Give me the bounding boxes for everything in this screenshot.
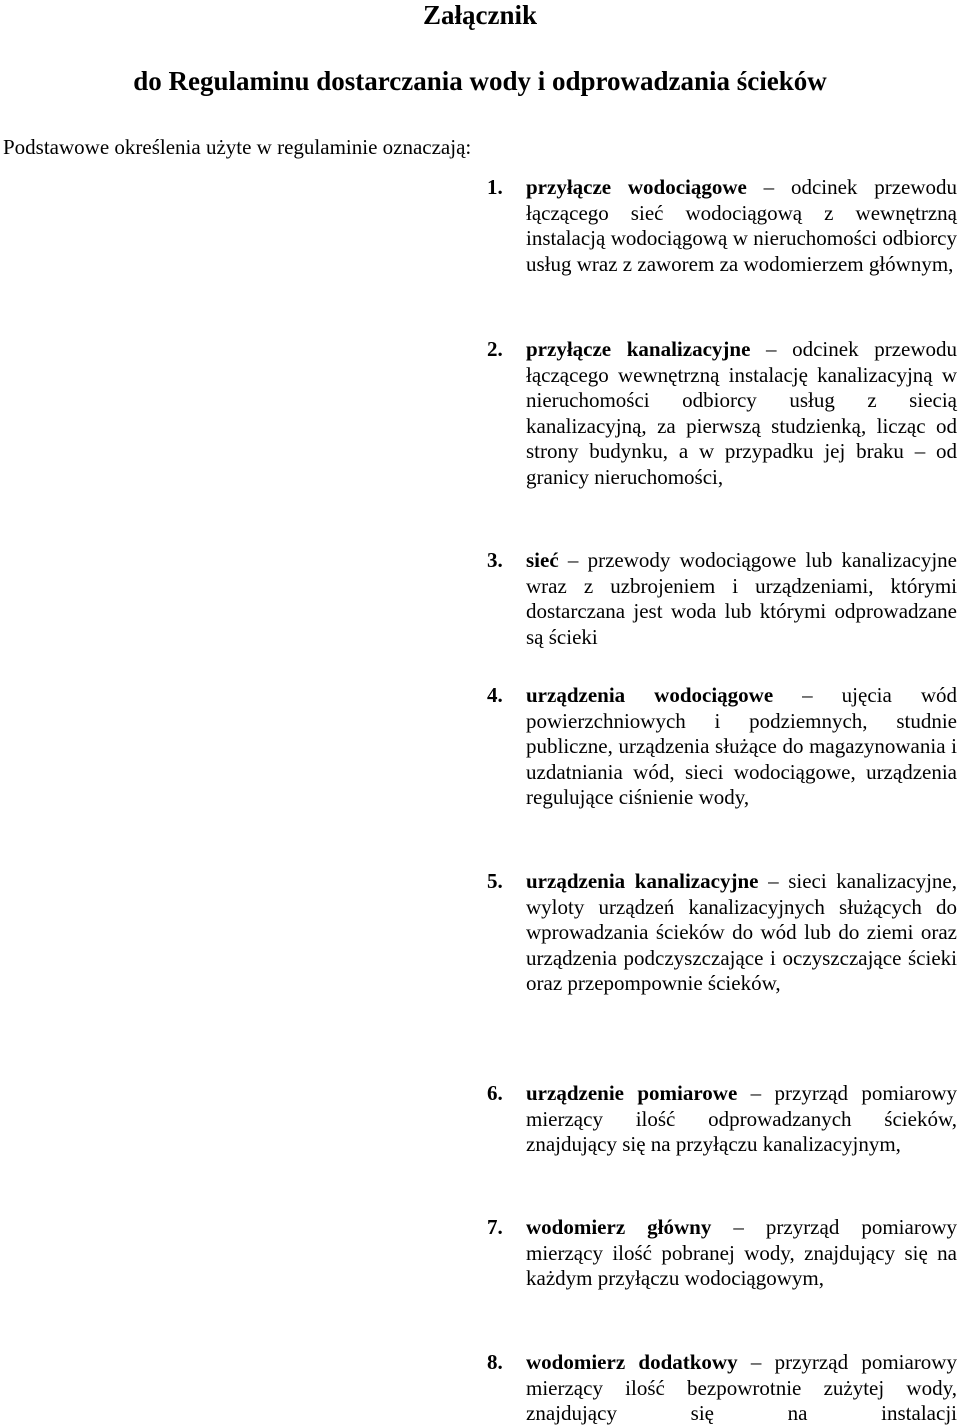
definition-item [487, 869, 957, 997]
definition-number: 2. [487, 337, 503, 361]
definition-text: – ujęcia wód powierzchniowych i podziemnych, studnie publiczne, urządzenia służące do magazynowania i uzdatniania wód, sieci wodociągowe, urządzenia regulujące ciśnienie wody, [526, 683, 957, 810]
definition-term: przyłącze wodociągowe [526, 175, 747, 199]
definition-item [487, 683, 957, 811]
definition-body [526, 1215, 957, 1292]
definition-number: 6. [487, 1081, 503, 1105]
definition-item [487, 1081, 957, 1158]
definition-term: wodomierz dodatkowy [526, 1350, 738, 1374]
definition-text: – przyrząd pomiarowy mierzący ilość odprowadzanych ścieków, znajdujący się na przyłączu kanalizacyjnym, [526, 1081, 957, 1157]
document-title: Załącznik [422, 0, 537, 30]
definition-body [526, 337, 957, 491]
definition-term: urządzenia wodociągowe [526, 683, 774, 707]
definition-body [526, 683, 957, 811]
definition-body [526, 1081, 957, 1158]
definition-term: wodomierz główny [526, 1215, 712, 1239]
definition-item [487, 548, 957, 650]
definition-number: 3. [487, 548, 503, 572]
definition-number: 4. [487, 683, 503, 707]
document-subtitle: do Regulaminu dostarczania wody i odprowadzania ścieków [133, 66, 827, 96]
definition-item [487, 337, 957, 491]
definition-text: – przyrząd pomiarowy mierzący ilość bezpowrotnie zużytej wody, znajdujący się na instalacji [526, 1350, 957, 1426]
definition-body [526, 869, 957, 997]
definition-term: urządzenie pomiarowe [526, 1081, 738, 1105]
intro-text: Podstawowe określenia użyte w regulaminie oznaczają: [3, 135, 472, 159]
definition-text: – sieci kanalizacyjne, wyloty urządzeń kanalizacyjnych służących do wprowadzania ścieków do wód lub do ziemi oraz urządzenia podczyszczające i oczyszczające ścieki oraz przepompownie ścieków, [526, 869, 957, 996]
definition-number: 8. [487, 1350, 503, 1374]
definition-text: – przyrząd pomiarowy mierzący ilość pobranej wody, znajdujący się na każdym przyłączu wodociągowym, [526, 1215, 957, 1291]
definition-term: urządzenia kanalizacyjne [526, 869, 759, 893]
definition-text: – odcinek przewodu łączącego sieć wodociągową z wewnętrzną instalacją wodociągową w nieruchomości odbiorcy usług wraz z zaworem za wodomierzem głównym, [526, 175, 957, 276]
definition-item [487, 1350, 957, 1427]
definition-number: 5. [487, 869, 503, 893]
definition-number: 7. [487, 1215, 503, 1239]
definition-body [526, 548, 957, 650]
definition-item [487, 175, 957, 277]
definition-text: – przewody wodociągowe lub kanalizacyjne wraz z uzbrojeniem i urządzeniami, którymi dostarczana jest woda lub którymi odprowadzane są ścieki [526, 548, 957, 649]
definition-term: sieć [526, 548, 559, 572]
definition-body [526, 1350, 957, 1427]
definition-term: przyłącze kanalizacyjne [526, 337, 751, 361]
definition-text: – odcinek przewodu łączącego wewnętrzną instalację kanalizacyjną w nieruchomości odbiorcy usług z siecią kanalizacyjną, za pierwszą studzienką, licząc od strony budynku, a w przypadku jej braku – od granicy nieruchomości, [526, 337, 957, 489]
definition-body [526, 175, 957, 277]
definition-number: 1. [487, 175, 503, 199]
definition-item [487, 1215, 957, 1292]
